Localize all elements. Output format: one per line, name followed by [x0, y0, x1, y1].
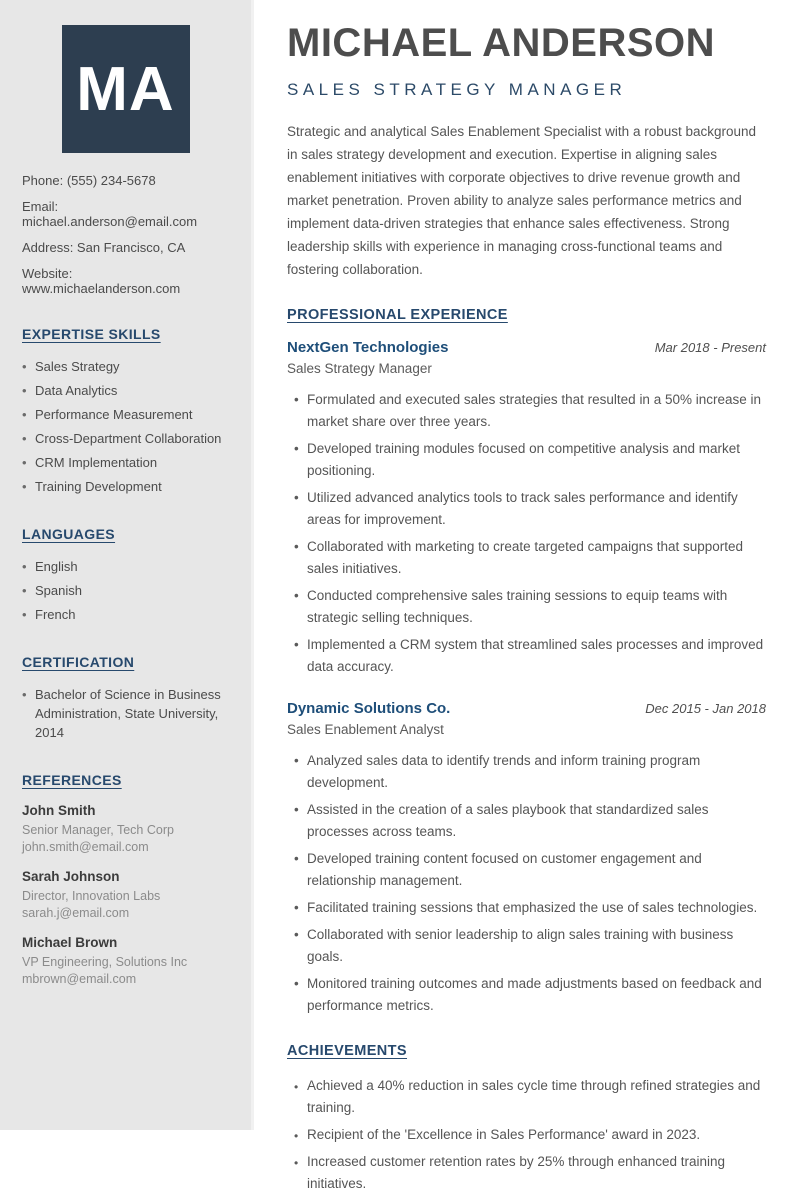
- reference-email: john.smith@email.com: [22, 840, 149, 854]
- job-entry: [287, 700, 766, 1017]
- language-item: • French: [22, 605, 229, 624]
- job-role: Sales Strategy Manager: [287, 361, 432, 376]
- reference-role: Senior Manager, Tech Corp: [22, 823, 174, 837]
- contact-line: Website: www.michaelanderson.com: [22, 266, 181, 296]
- professional-summary: Strategic and analytical Sales Enablement Specialist with a robust background in sales strategy development and execution. Expertise in aligning sales enablement initiatives with corporate objectives to drive revenue growth and market penetration. Proven ability to analyze sales performance metrics and implement data-driven strategies that enhance sales effectiveness. Strong leadership skills with experience in managing cross-functional teams and fostering collaboration.: [287, 124, 757, 277]
- reference-email: mbrown@email.com: [22, 972, 137, 986]
- job-bullet: • Monitored training outcomes and made adjustments based on feedback and performance metrics.: [287, 973, 766, 1017]
- contact-info: [22, 173, 229, 296]
- job-role: Sales Enablement Analyst: [287, 722, 444, 737]
- job-bullet: • Developed training content focused on customer engagement and relationship management.: [287, 848, 766, 892]
- job-bullet: • Conducted comprehensive sales training sessions to equip teams with strategic selling techniques.: [287, 585, 766, 629]
- reference-email: sarah.j@email.com: [22, 906, 130, 920]
- job-header: [287, 700, 766, 717]
- reference-block: [22, 869, 229, 922]
- language-item: • Spanish: [22, 581, 229, 600]
- job-header: [287, 339, 766, 356]
- sidebar: [0, 0, 254, 1130]
- skill-item: • Data Analytics: [22, 381, 229, 400]
- reference-role: VP Engineering, Solutions Inc: [22, 955, 188, 969]
- person-name: MICHAEL ANDERSON: [287, 21, 716, 65]
- skill-item: • Cross-Department Collaboration: [22, 429, 229, 448]
- section-title-references: REFERENCES: [22, 772, 122, 788]
- job-bullet: • Utilized advanced analytics tools to track sales performance and identify areas for improvement.: [287, 487, 766, 531]
- job-bullet: • Collaborated with senior leadership to align sales training with business goals.: [287, 924, 766, 968]
- skill-item: • Sales Strategy: [22, 357, 229, 376]
- section-title-achievements: ACHIEVEMENTS: [287, 1043, 408, 1059]
- reference-block: [22, 803, 229, 856]
- job-bullet: • Facilitated training sessions that emphasized the use of sales technologies.: [287, 897, 766, 919]
- contact-line: Address: San Francisco, CA: [22, 240, 186, 255]
- monogram-initials: MA: [76, 54, 175, 124]
- skill-item: • Training Development: [22, 477, 229, 496]
- job-bullet: • Developed training modules focused on competitive analysis and market positioning.: [287, 438, 766, 482]
- contact-line: Email: michael.anderson@email.com: [22, 199, 198, 229]
- achievement-bullet: • Increased customer retention rates by 25% through enhanced training initiatives.: [287, 1151, 766, 1195]
- job-bullet-list: [287, 389, 766, 678]
- achievements-list: [287, 1075, 766, 1195]
- expertise-skills-list: [22, 357, 229, 496]
- job-bullet: • Formulated and executed sales strategies that resulted in a 50% increase in market share over three years.: [287, 389, 766, 433]
- reference-role: Director, Innovation Labs: [22, 889, 161, 903]
- section-title-certification: CERTIFICATION: [22, 654, 135, 670]
- certification-item: • Bachelor of Science in Business Administration, State University, 2014: [22, 685, 229, 742]
- skill-item: • CRM Implementation: [22, 453, 229, 472]
- language-item: • English: [22, 557, 229, 576]
- job-company: NextGen Technologies: [287, 339, 449, 356]
- section-title-languages: LANGUAGES: [22, 526, 116, 542]
- job-bullet: • Collaborated with marketing to create targeted campaigns that supported sales initiatives.: [287, 536, 766, 580]
- job-bullet-list: [287, 750, 766, 1017]
- job-company: Dynamic Solutions Co.: [287, 700, 451, 717]
- section-title-professional-experience: PROFESSIONAL EXPERIENCE: [287, 307, 508, 323]
- certification-list: [22, 685, 229, 742]
- monogram-badge: [62, 25, 190, 153]
- job-dates: Dec 2015 - Jan 2018: [645, 701, 766, 716]
- person-job-title: SALES STRATEGY MANAGER: [287, 80, 627, 99]
- reference-name: Sarah Johnson: [22, 869, 120, 884]
- skill-item: • Performance Measurement: [22, 405, 229, 424]
- reference-name: Michael Brown: [22, 935, 118, 950]
- job-bullet: • Assisted in the creation of a sales playbook that standardized sales processes across teams.: [287, 799, 766, 843]
- main-content: [254, 0, 800, 1191]
- job-bullet: • Analyzed sales data to identify trends and inform training program development.: [287, 750, 766, 794]
- job-bullet: • Implemented a CRM system that streamlined sales processes and improved data accuracy.: [287, 634, 766, 678]
- reference-block: [22, 935, 229, 988]
- job-entry: [287, 339, 766, 678]
- contact-line: Phone: (555) 234-5678: [22, 173, 156, 188]
- achievement-bullet: • Recipient of the 'Excellence in Sales Performance' award in 2023.: [287, 1124, 766, 1146]
- reference-name: John Smith: [22, 803, 96, 818]
- languages-list: [22, 557, 229, 624]
- section-title-expertise-skills: EXPERTISE SKILLS: [22, 326, 161, 342]
- achievement-bullet: • Achieved a 40% reduction in sales cycle time through refined strategies and training.: [287, 1075, 766, 1119]
- job-dates: Mar 2018 - Present: [654, 340, 766, 355]
